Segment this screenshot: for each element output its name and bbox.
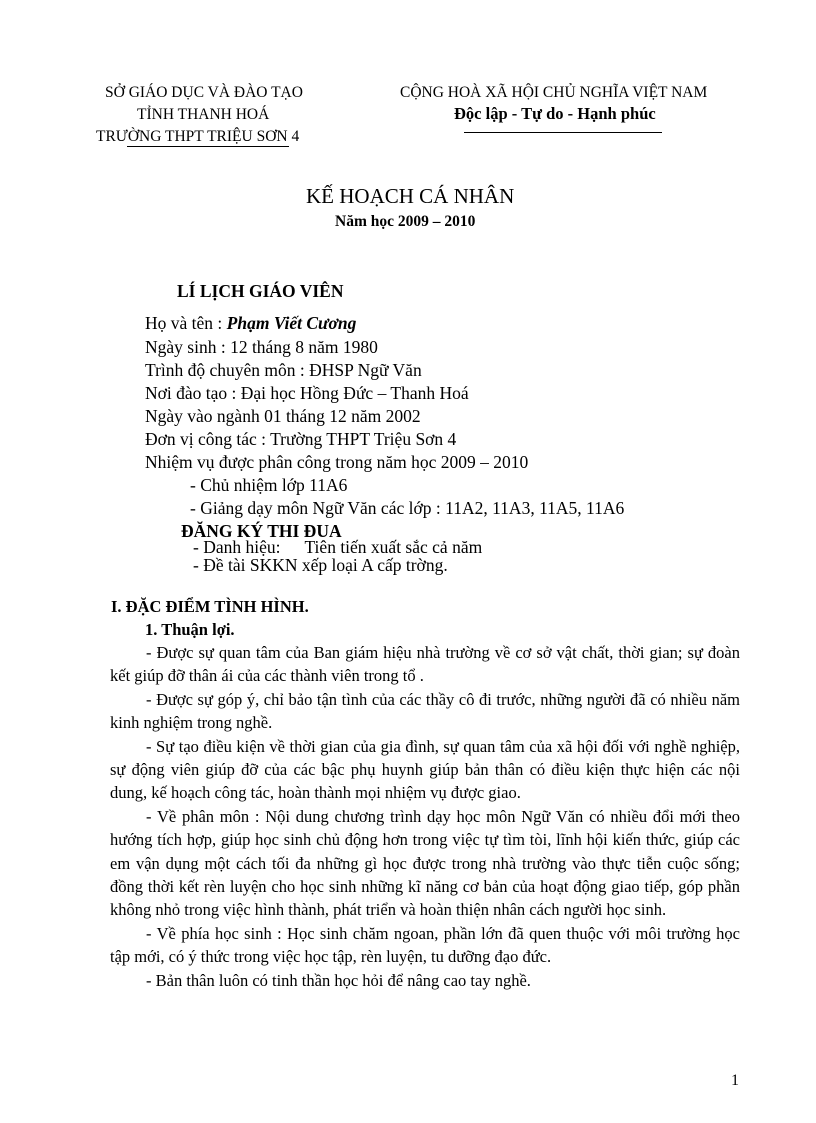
national-motto: Độc lập - Tự do - Hạnh phúc <box>454 104 656 123</box>
document-title: KẾ HOẠCH CÁ NHÂN <box>306 184 515 208</box>
header-right-underline <box>464 132 662 133</box>
section-heading: I. ĐẶC ĐIỂM TÌNH HÌNH. <box>111 597 309 616</box>
start-date-row: Ngày vào ngành 01 tháng 12 năm 2002 <box>145 406 421 426</box>
dob-row: Ngày sinh : 12 tháng 8 năm 1980 <box>145 337 378 357</box>
name-value: Phạm Viết Cương <box>226 313 357 333</box>
duty-item: - Giảng dạy môn Ngữ Văn các lớp : 11A2, 11A3, 11A5, 11A6 <box>190 498 625 518</box>
trained-at-row: Nơi đào tạo : Đại học Hồng Đức – Thanh Hoá <box>145 383 469 403</box>
agency-name: SỞ GIÁO DỤC VÀ ĐÀO TẠO <box>105 84 303 101</box>
subsection-heading: 1. Thuận lợi. <box>145 620 235 639</box>
competition-title-label: - Danh hiệu: <box>193 537 281 557</box>
profile-heading: LÍ LỊCH GIÁO VIÊN <box>177 281 344 301</box>
duty-item: - Chủ nhiệm lớp 11A6 <box>190 475 348 495</box>
paragraph: - Bản thân luôn có tinh thần học hỏi để nâng cao tay nghề. <box>146 970 531 990</box>
name-row <box>145 313 356 334</box>
competition-heading: ĐĂNG KÝ THI ĐUA <box>181 521 342 541</box>
competition-title-value: Tiên tiến xuất sắc cả năm <box>304 537 483 557</box>
paragraph: - Sự tạo điều kiện về thời gian của gia đình, sự quan tâm của xã hội đối với nghề nghiệp, sự động viên giúp đỡ của các bậc phụ huynh giúp bản thân có điều kiện thực hiện các nội dung, kế hoạch công tác, hoàn thành mọi nhiệm vụ được giao. <box>110 736 740 803</box>
degree-row: Trình độ chuyên môn : ĐHSP Ngữ Văn <box>145 360 422 380</box>
paragraph: - Về phân môn : Nội dung chương trình dạy học môn Ngữ Văn có nhiều đổi mới theo hướng tích hợp, giúp học sinh chủ động hơn trong việc tự tìm tòi, lĩnh hội kiến thức, giúp các em vận dụng một cách tối đa những gì học được trong nhà trường vào thực tiễn cuộc sống; đồng thời kết rèn luyện cho học sinh những kĩ năng cơ bản của hoạt động giao tiếp, góp phần không nhỏ trong việc hình thành, phát triển và hoàn thiện nhân cách người học sinh. <box>110 806 740 920</box>
duties-row: Nhiệm vụ được phân công trong năm học 2009 – 2010 <box>145 452 529 472</box>
paragraph: - Được sự quan tâm của Ban giám hiệu nhà trường về cơ sở vật chất, thời gian; sự đoàn kết giúp đỡ thân ái của các thành viên trong tổ . <box>110 643 740 686</box>
name-label: Họ và tên : <box>145 313 227 333</box>
competition-research: - Đề tài SKKN xếp loại A cấp trờng. <box>193 555 448 575</box>
paragraph: - Về phía học sinh : Học sinh chăm ngoan, phần lớn đã quen thuộc với môi trường học tập mới, có ý thức trong việc học tập, rèn luyện, tu dưỡng đạo đức. <box>110 923 740 967</box>
document-subtitle: Năm học 2009 – 2010 <box>335 213 476 230</box>
advantages-body <box>110 641 740 992</box>
country-name: CỘNG HOÀ XÃ HỘI CHỦ NGHĨA VIỆT NAM <box>400 84 708 101</box>
page-number: 1 <box>731 1072 739 1089</box>
unit-row: Đơn vị công tác : Trường THPT Triệu Sơn 4 <box>145 429 457 449</box>
province-name: TỈNH THANH HOÁ <box>137 106 270 123</box>
header-left-underline <box>127 146 289 147</box>
paragraph: - Được sự góp ý, chỉ bảo tận tình của các thầy cô đi trước, những người đã có nhiều năm kinh nghiệm trong nghề. <box>110 689 740 733</box>
school-name: TRƯỜNG THPT TRIỆU SƠN 4 <box>96 128 300 145</box>
